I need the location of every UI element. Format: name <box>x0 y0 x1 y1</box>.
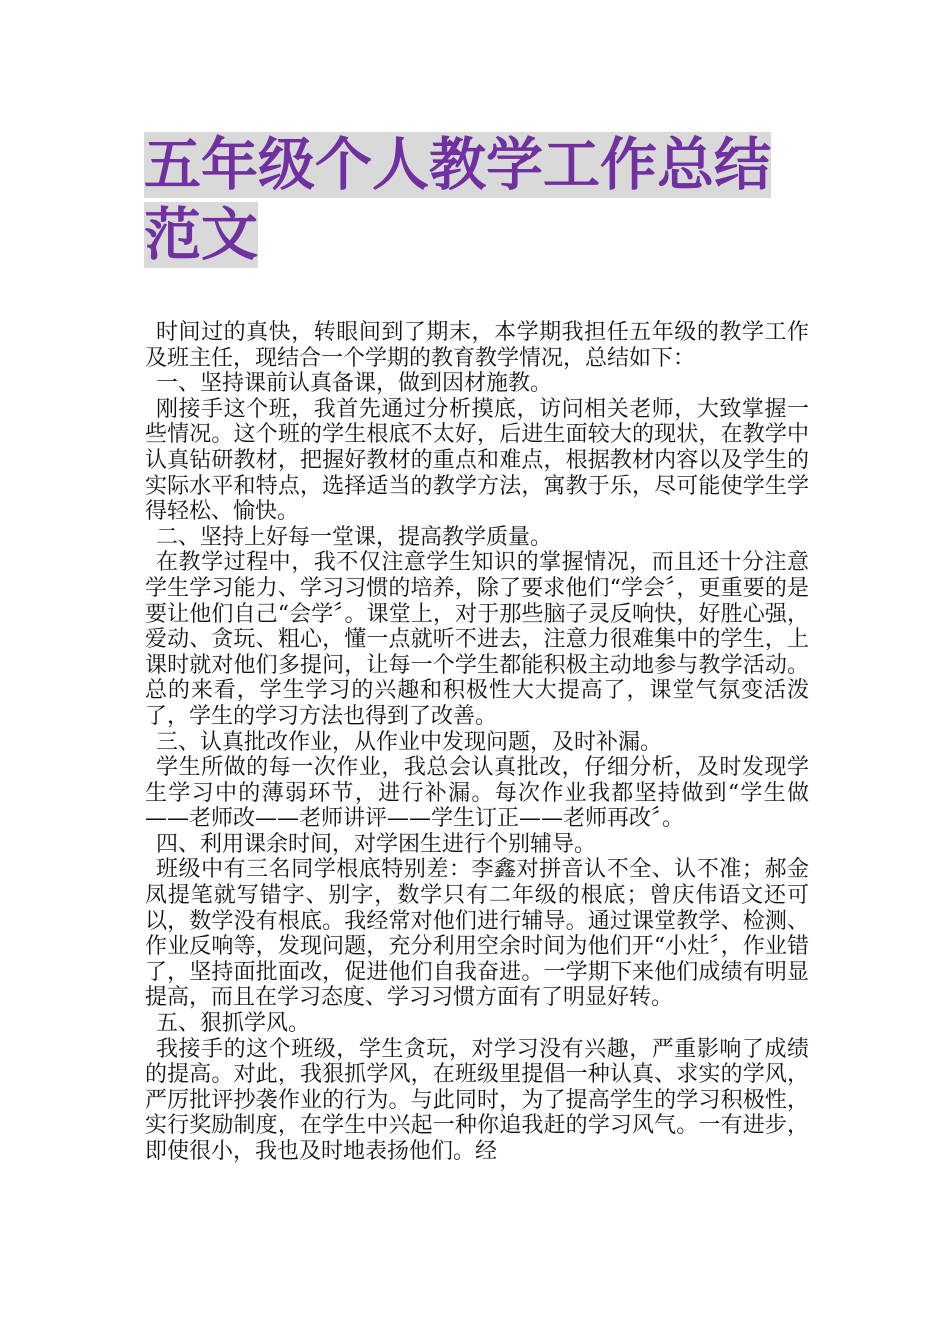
paragraph-section-5: 我接手的这个班级，学生贪玩，对学习没有兴趣，严重影响了成绩的提高。对此，我狠抓学风，在班级里提倡一种认真、求实的学风，严厉批评抄袭作业的行为。与此同时，为了提高学生的学习积极性，实行奖励制度，在学生中兴起一种你追我赶的学习风气。一有进步，即使很小，我也及时地表扬他们。经 <box>145 1036 809 1164</box>
paragraph-section-1: 刚接手这个班，我首先通过分析摸底，访问相关老师，大致掌握一些情况。这个班的学生根底不太好，后进生面较大的现状，在教学中认真钻研教材，把握好教材的重点和难点，根据教材内容以及学生的实际水平和特点，选择适当的教学方法，寓教于乐，尽可能使学生学得轻松、愉快。 <box>145 396 809 525</box>
section-heading-5: 五、狠抓学风。 <box>156 1011 311 1037</box>
section-heading-3: 三、认真批改作业，从作业中发现问题，及时补漏。 <box>156 729 663 755</box>
paragraph-section-3: 学生所做的每一次作业，我总会认真批改，仔细分析，及时发现学生学习中的薄弱环节，进行补漏。每次作业我都坚持做到“学生做——老师改——老师讲评——学生订正——老师再改〞。 <box>145 755 809 832</box>
document-body <box>145 320 809 1165</box>
section-heading-4: 四、利用课余时间，对学困生进行个别辅导。 <box>156 831 597 857</box>
paragraph-section-4: 班级中有三名同学根底特别差：李鑫对拼音认不全、认不准；郝金凤提笔就写错字、别字，数学只有二年级的根底；曾庆伟语文还可以，数学没有根底。我经常对他们进行辅导。通过课堂教学、检测、作业反响等，发现问题，充分利用空余时间为他们开“小灶〞，作业错了，坚持面批面改，促进他们自我奋进。一学期下来他们成绩有明显提高，而且在学习态度、学习习惯方面有了明显好转。 <box>145 857 809 1011</box>
document-title-line-1: 五年级个人教学工作总结 <box>144 132 771 198</box>
section-heading-2: 二、坚持上好每一堂课，提高教学质量。 <box>156 524 553 550</box>
paragraph-section-2: 在教学过程中，我不仅注意学生知识的掌握情况，而且还十分注意学生学习能力、学习习惯的培养，除了要求他们“学会〞，更重要的是要让他们自己“会学〞。课堂上，对于那些脑子灵反响快，好胜心强，爱动、贪玩、粗心，懂一点就听不进去，注意力很难集中的学生，上课时就对他们多提问，让每一个学生都能积极主动地参与教学活动。总的来看，学生学习的兴趣和积极性大大提高了，课堂气氛变活泼了，学生的学习方法也得到了改善。 <box>145 550 809 729</box>
paragraph-intro: 时间过的真快，转眼间到了期末，本学期我担任五年级的教学工作及班主任，现结合一个学期的教育教学情况，总结如下： <box>145 320 809 371</box>
section-heading-1: 一、坚持课前认真备课，做到因材施教。 <box>156 371 553 397</box>
document-title-line-2: 范文 <box>144 202 258 268</box>
